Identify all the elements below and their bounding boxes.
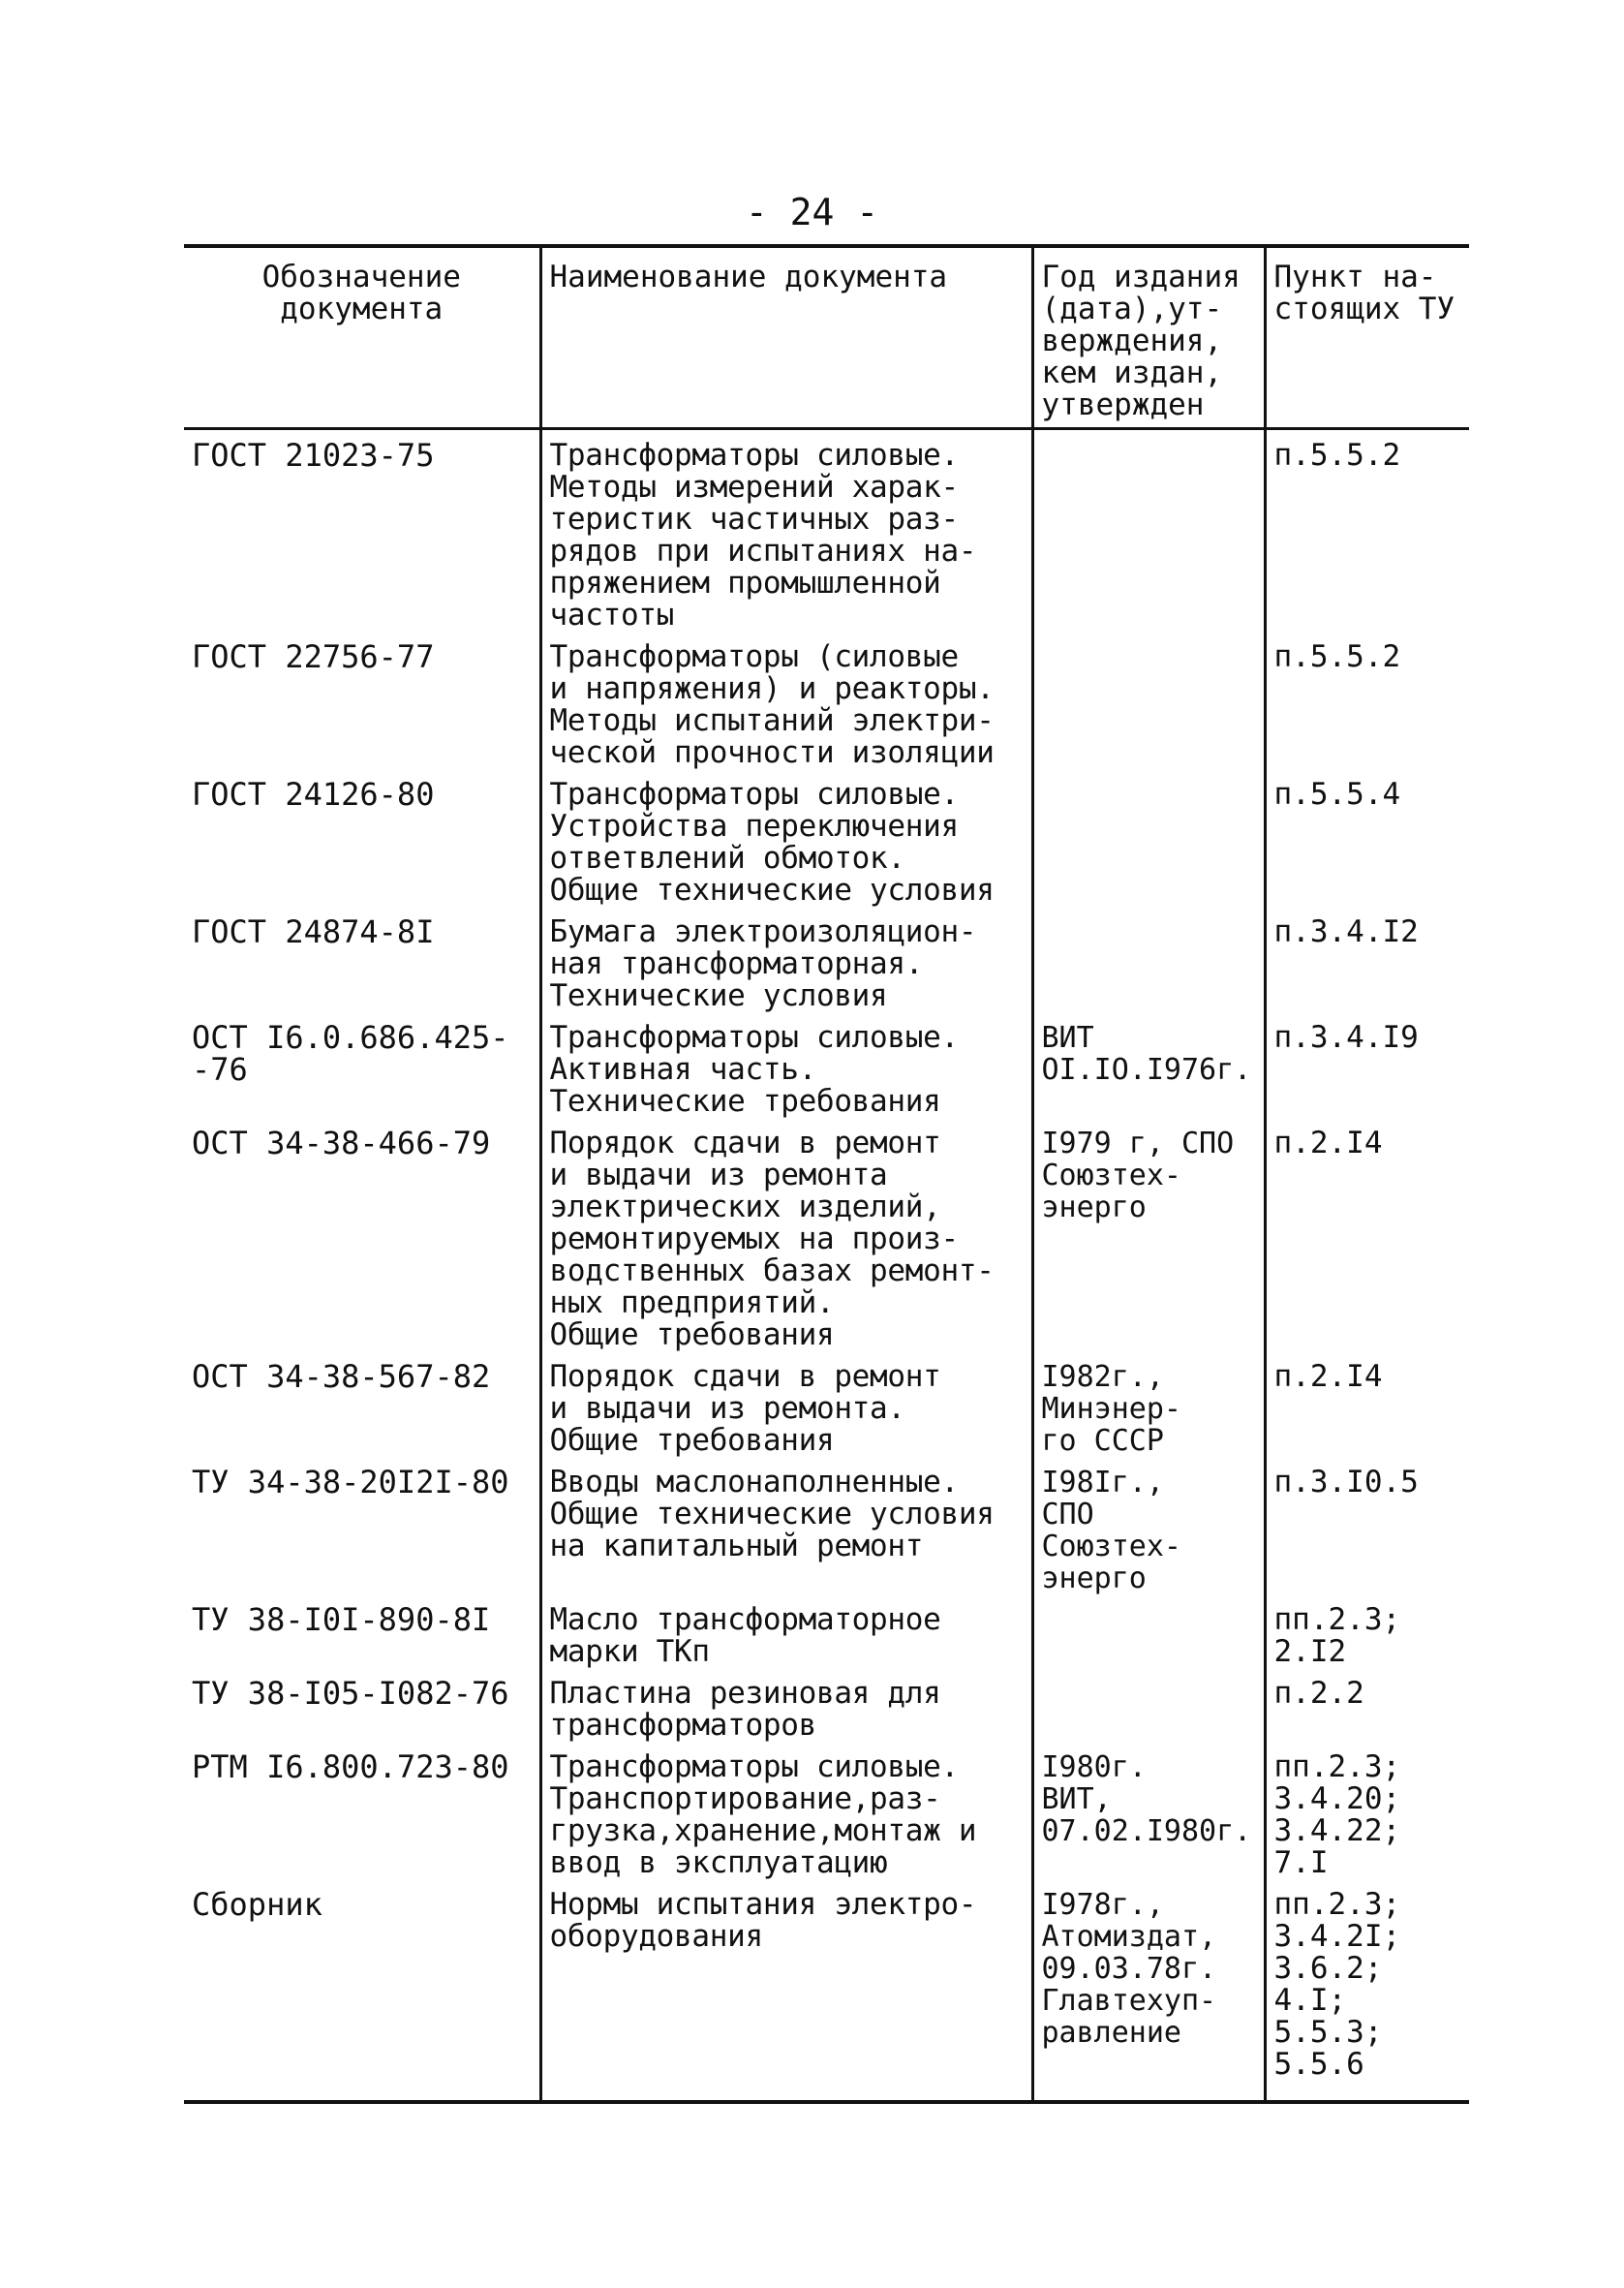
- cell-name: Нормы испытания электро- оборудования: [540, 1879, 1032, 2102]
- cell-name: Трансформаторы (силовые и напряжения) и реакторы. Методы испытаний электри- ческой прочности изоляции: [540, 632, 1032, 769]
- header-name: Наименование документа: [540, 246, 1032, 429]
- table-header-row: [184, 246, 1469, 429]
- cell-designation: ТУ 34-38-20I2I-80: [192, 1464, 509, 1500]
- cell-designation: ГОСТ 24126-80: [192, 776, 435, 813]
- cell-publication: I978г., Атомиздат, 09.03.78г. Главтехуп- равление: [1032, 1879, 1265, 2102]
- table-row: [184, 429, 1469, 633]
- cell-clause: пп.2.3; 3.4.2I; 3.6.2; 4.I; 5.5.3; 5.5.6: [1265, 1879, 1469, 2102]
- cell-clause: пп.2.3; 2.I2: [1265, 1594, 1469, 1668]
- cell-designation: ГОСТ 24874-8I: [192, 913, 435, 950]
- cell-designation: ОСТ 34-38-466-79: [192, 1125, 491, 1161]
- cell-designation: ОСТ I6.0.686.425- -76: [192, 1019, 509, 1088]
- cell-name: Порядок сдачи в ремонт и выдачи из ремонта электрических изделий, ремонтируемых на произ- водственных базах ремонт- ных предприятий. Общие требования: [540, 1118, 1032, 1351]
- table-row: [184, 632, 1469, 769]
- cell-clause: п.2.2: [1265, 1668, 1469, 1742]
- cell-publication: [1032, 769, 1265, 907]
- cell-publication: [1032, 907, 1265, 1012]
- header-clause: Пункт на- стоящих ТУ: [1265, 246, 1469, 429]
- table-row: [184, 769, 1469, 907]
- cell-clause: пп.2.3; 3.4.20; 3.4.22; 7.I: [1265, 1742, 1469, 1879]
- cell-clause: п.3.4.I9: [1265, 1012, 1469, 1118]
- table-row: [184, 1879, 1469, 2102]
- cell-name: Трансформаторы силовые. Транспортирование,раз- грузка,хранение,монтаж и ввод в эксплуатацию: [540, 1742, 1032, 1879]
- cell-clause: п.3.4.I2: [1265, 907, 1469, 1012]
- cell-designation: ГОСТ 21023-75: [192, 437, 435, 474]
- cell-publication: I980г. ВИТ, 07.02.I980г.: [1032, 1742, 1265, 1879]
- table-body: [184, 429, 1469, 2103]
- cell-name: Порядок сдачи в ремонт и выдачи из ремонта. Общие требования: [540, 1351, 1032, 1457]
- cell-clause: п.2.I4: [1265, 1118, 1469, 1351]
- cell-designation: РТМ I6.800.723-80: [192, 1748, 509, 1785]
- cell-name: Трансформаторы силовые. Методы измерений харак- теристик частичных раз- рядов при испытаниях на- пряжением промышленной частоты: [540, 429, 1032, 633]
- cell-name: Масло трансформаторное марки ТКп: [540, 1594, 1032, 1668]
- table-row: [184, 1594, 1469, 1668]
- cell-designation: ТУ 38-I05-I082-76: [192, 1675, 509, 1712]
- cell-name: Пластина резиновая для трансформаторов: [540, 1668, 1032, 1742]
- cell-publication: [1032, 632, 1265, 769]
- cell-publication: ВИТ ОI.IO.I976г.: [1032, 1012, 1265, 1118]
- cell-designation: ОСТ 34-38-567-82: [192, 1358, 491, 1395]
- cell-publication: [1032, 429, 1265, 633]
- table-row: [184, 1012, 1469, 1118]
- cell-name: Вводы маслонаполненные. Общие технические условия на капитальный ремонт: [540, 1457, 1032, 1594]
- cell-name: Трансформаторы силовые. Устройства переключения ответвлений обмоток. Общие технические условия: [540, 769, 1032, 907]
- table-row: [184, 907, 1469, 1012]
- page-number: - 24 -: [745, 191, 879, 233]
- table-row: [184, 1118, 1469, 1351]
- cell-designation: ГОСТ 22756-77: [192, 638, 435, 675]
- table-row: [184, 1457, 1469, 1594]
- cell-designation: ТУ 38-I0I-890-8I: [192, 1601, 491, 1638]
- cell-name: Трансформаторы силовые. Активная часть. Технические требования: [540, 1012, 1032, 1118]
- header-designation: Обозначение документа: [261, 260, 461, 326]
- cell-name: Бумага электроизоляцион- ная трансформаторная. Технические условия: [540, 907, 1032, 1012]
- cell-publication: I979 г, СПО Союзтех- энерго: [1032, 1118, 1265, 1351]
- cell-publication: [1032, 1594, 1265, 1668]
- cell-clause: п.3.I0.5: [1265, 1457, 1469, 1594]
- table-row: [184, 1668, 1469, 1742]
- cell-publication: I982г., Минэнер- го СССР: [1032, 1351, 1265, 1457]
- table-row: [184, 1351, 1469, 1457]
- cell-clause: п.5.5.2: [1265, 429, 1469, 633]
- table-row: [184, 1742, 1469, 1879]
- cell-publication: I98Iг., СПО Союзтех- энерго: [1032, 1457, 1265, 1594]
- cell-designation: Сборник: [192, 1886, 322, 1923]
- cell-clause: п.5.5.4: [1265, 769, 1469, 907]
- cell-clause: п.2.I4: [1265, 1351, 1469, 1457]
- normative-documents-table: [184, 244, 1469, 2104]
- cell-publication: [1032, 1668, 1265, 1742]
- header-publication: Год издания (дата),ут- верждения, кем издан, утвержден: [1032, 246, 1265, 429]
- cell-clause: п.5.5.2: [1265, 632, 1469, 769]
